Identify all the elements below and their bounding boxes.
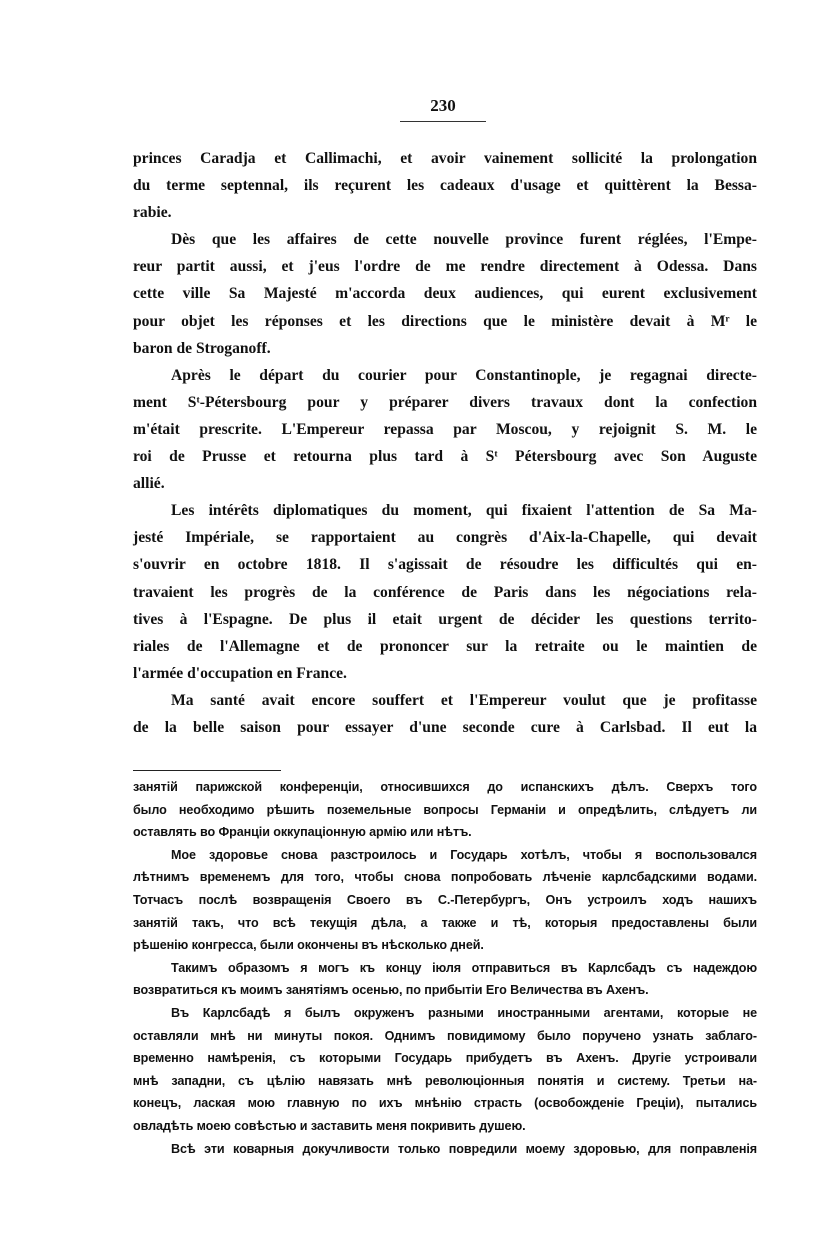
footnote-line: временно намѣренія, съ которыми Государь прибудетъ въ Ахенъ. Другіе устроивали <box>133 1051 757 1066</box>
footnote-line: конецъ, лаская мою главную по ихъ мнѣнію страсть (освобожденіе Греціи), пытались <box>133 1096 757 1111</box>
text-line: jesté Impériale, se rapportaient au congrès d'Aix-la-Chapelle, qui devait <box>133 529 757 547</box>
footnote-line: рѣшенію конгресса, были окончены въ нѣсколько дней. <box>133 938 484 953</box>
footnote-line: оставляли мнѣ ни минуты покоя. Однимъ повидимому было поручено узнать заблаго- <box>133 1028 757 1043</box>
text-line: princes Caradja et Callimachi, et avoir vainement sollicité la prolongation <box>133 150 757 167</box>
text-line: s'ouvrir en octobre 1818. Il s'agissait de résoudre les difficultés qui en- <box>133 556 757 574</box>
text-line: de la belle saison pour essayer d'une seconde cure à Carlsbad. Il eut la <box>133 718 757 736</box>
text-line: l'armée d'occupation en France. <box>133 664 347 682</box>
text-line: riales de l'Allemagne et de prononcer sur la retraite ou le maintien de <box>133 637 757 655</box>
footnote-line: мнѣ западни, съ цѣлію навязать мнѣ революціонныя понятія и систему. Третьи на- <box>133 1073 757 1088</box>
text-line: du terme septennal, ils reçurent les cadeaux d'usage et quittèrent la Bessa- <box>133 177 757 195</box>
text-line: m'était prescrite. L'Empereur repassa par Moscou, y rejoignit S. M. le <box>133 420 757 438</box>
footnote-line: Всѣ эти коварныя докучливости только повредили моему здоровью, для поправленія <box>171 1141 757 1156</box>
text-line: tives à l'Espagne. De plus il etait urgent de décider les questions territo- <box>133 610 757 628</box>
text-line: cette ville Sa Majesté m'accorda deux audiences, qui eurent exclusivement <box>133 285 757 303</box>
page-number: 230 <box>430 96 456 115</box>
text-line: rabie. <box>133 204 172 222</box>
text-line: Dès que les affaires de cette nouvelle province furent réglées, l'Empe- <box>171 231 757 249</box>
footnote-line: овладѣть моею совѣстью и заставить меня покривить душею. <box>133 1118 526 1133</box>
footnote-separator <box>133 770 281 771</box>
text-line: reur partit aussi, et j'eus l'ordre de me rendre directement à Odessa. Dans <box>133 258 757 276</box>
footnote-line: оставлять во Франціи оккупаціонную армію или нѣтъ. <box>133 825 472 840</box>
text-line: travaient les progrès de la conférence de Paris dans les négociations rela- <box>133 583 757 601</box>
footnote-line: лѣтнимъ временемъ для того, чтобы снова попробовать лѣченіе карлсбадскими водами. <box>133 870 757 885</box>
text-line: pour objet les réponses et les directions que le ministère devait à Mʳ le <box>133 312 757 330</box>
text-line: Après le départ du courier pour Constantinople, je regagnai directe- <box>171 366 757 384</box>
footnote-line: занятій такъ, что всѣ текущія дѣла, а также и тѣ, которыя предоставлены были <box>133 915 757 930</box>
text-line: allié. <box>133 475 165 493</box>
footnote-text <box>133 776 757 1160</box>
footnote-line: занятій парижской конференціи, относившихся до испанскихъ дѣлъ. Сверхъ того <box>133 780 757 794</box>
footnote-line: Такимъ образомъ я могъ къ концу іюля отправиться въ Карлсбадъ съ надеждою <box>171 960 757 975</box>
text-line: Les intérêts diplomatiques du moment, qui fixaient l'attention de Sa Ma- <box>171 502 757 520</box>
footnote-line: возвратиться къ моимъ занятіямъ осенью, по прибытіи Его Величества въ Ахенъ. <box>133 983 649 998</box>
text-line: roi de Prusse et retourna plus tard à Sᵗ Pétersbourg avec Son Auguste <box>133 448 757 466</box>
main-text <box>133 145 757 741</box>
page-number-rule <box>400 121 486 122</box>
text-line: baron de Stroganoff. <box>133 339 271 357</box>
footnote-line: Тотчасъ послѣ возвращенія Своего въ С.-Петербургъ, Онъ устроилъ ходъ нашихъ <box>133 892 757 907</box>
text-line: ment Sᵗ-Pétersbourg pour y préparer divers travaux dont la confection <box>133 393 757 411</box>
text-line: Ma santé avait encore souffert et l'Empereur voulut que je profitasse <box>171 691 757 709</box>
footnote-line: Мое здоровье снова разстроилось и Государь хотѣлъ, чтобы я воспользовался <box>171 847 757 862</box>
footnote-line: Въ Карлсбадѣ я былъ окруженъ разными иностранными агентами, которые не <box>171 1005 757 1020</box>
footnote-line: было необходимо рѣшить поземельные вопросы Германіи и опредѣлить, слѣдуетъ ли <box>133 802 757 817</box>
